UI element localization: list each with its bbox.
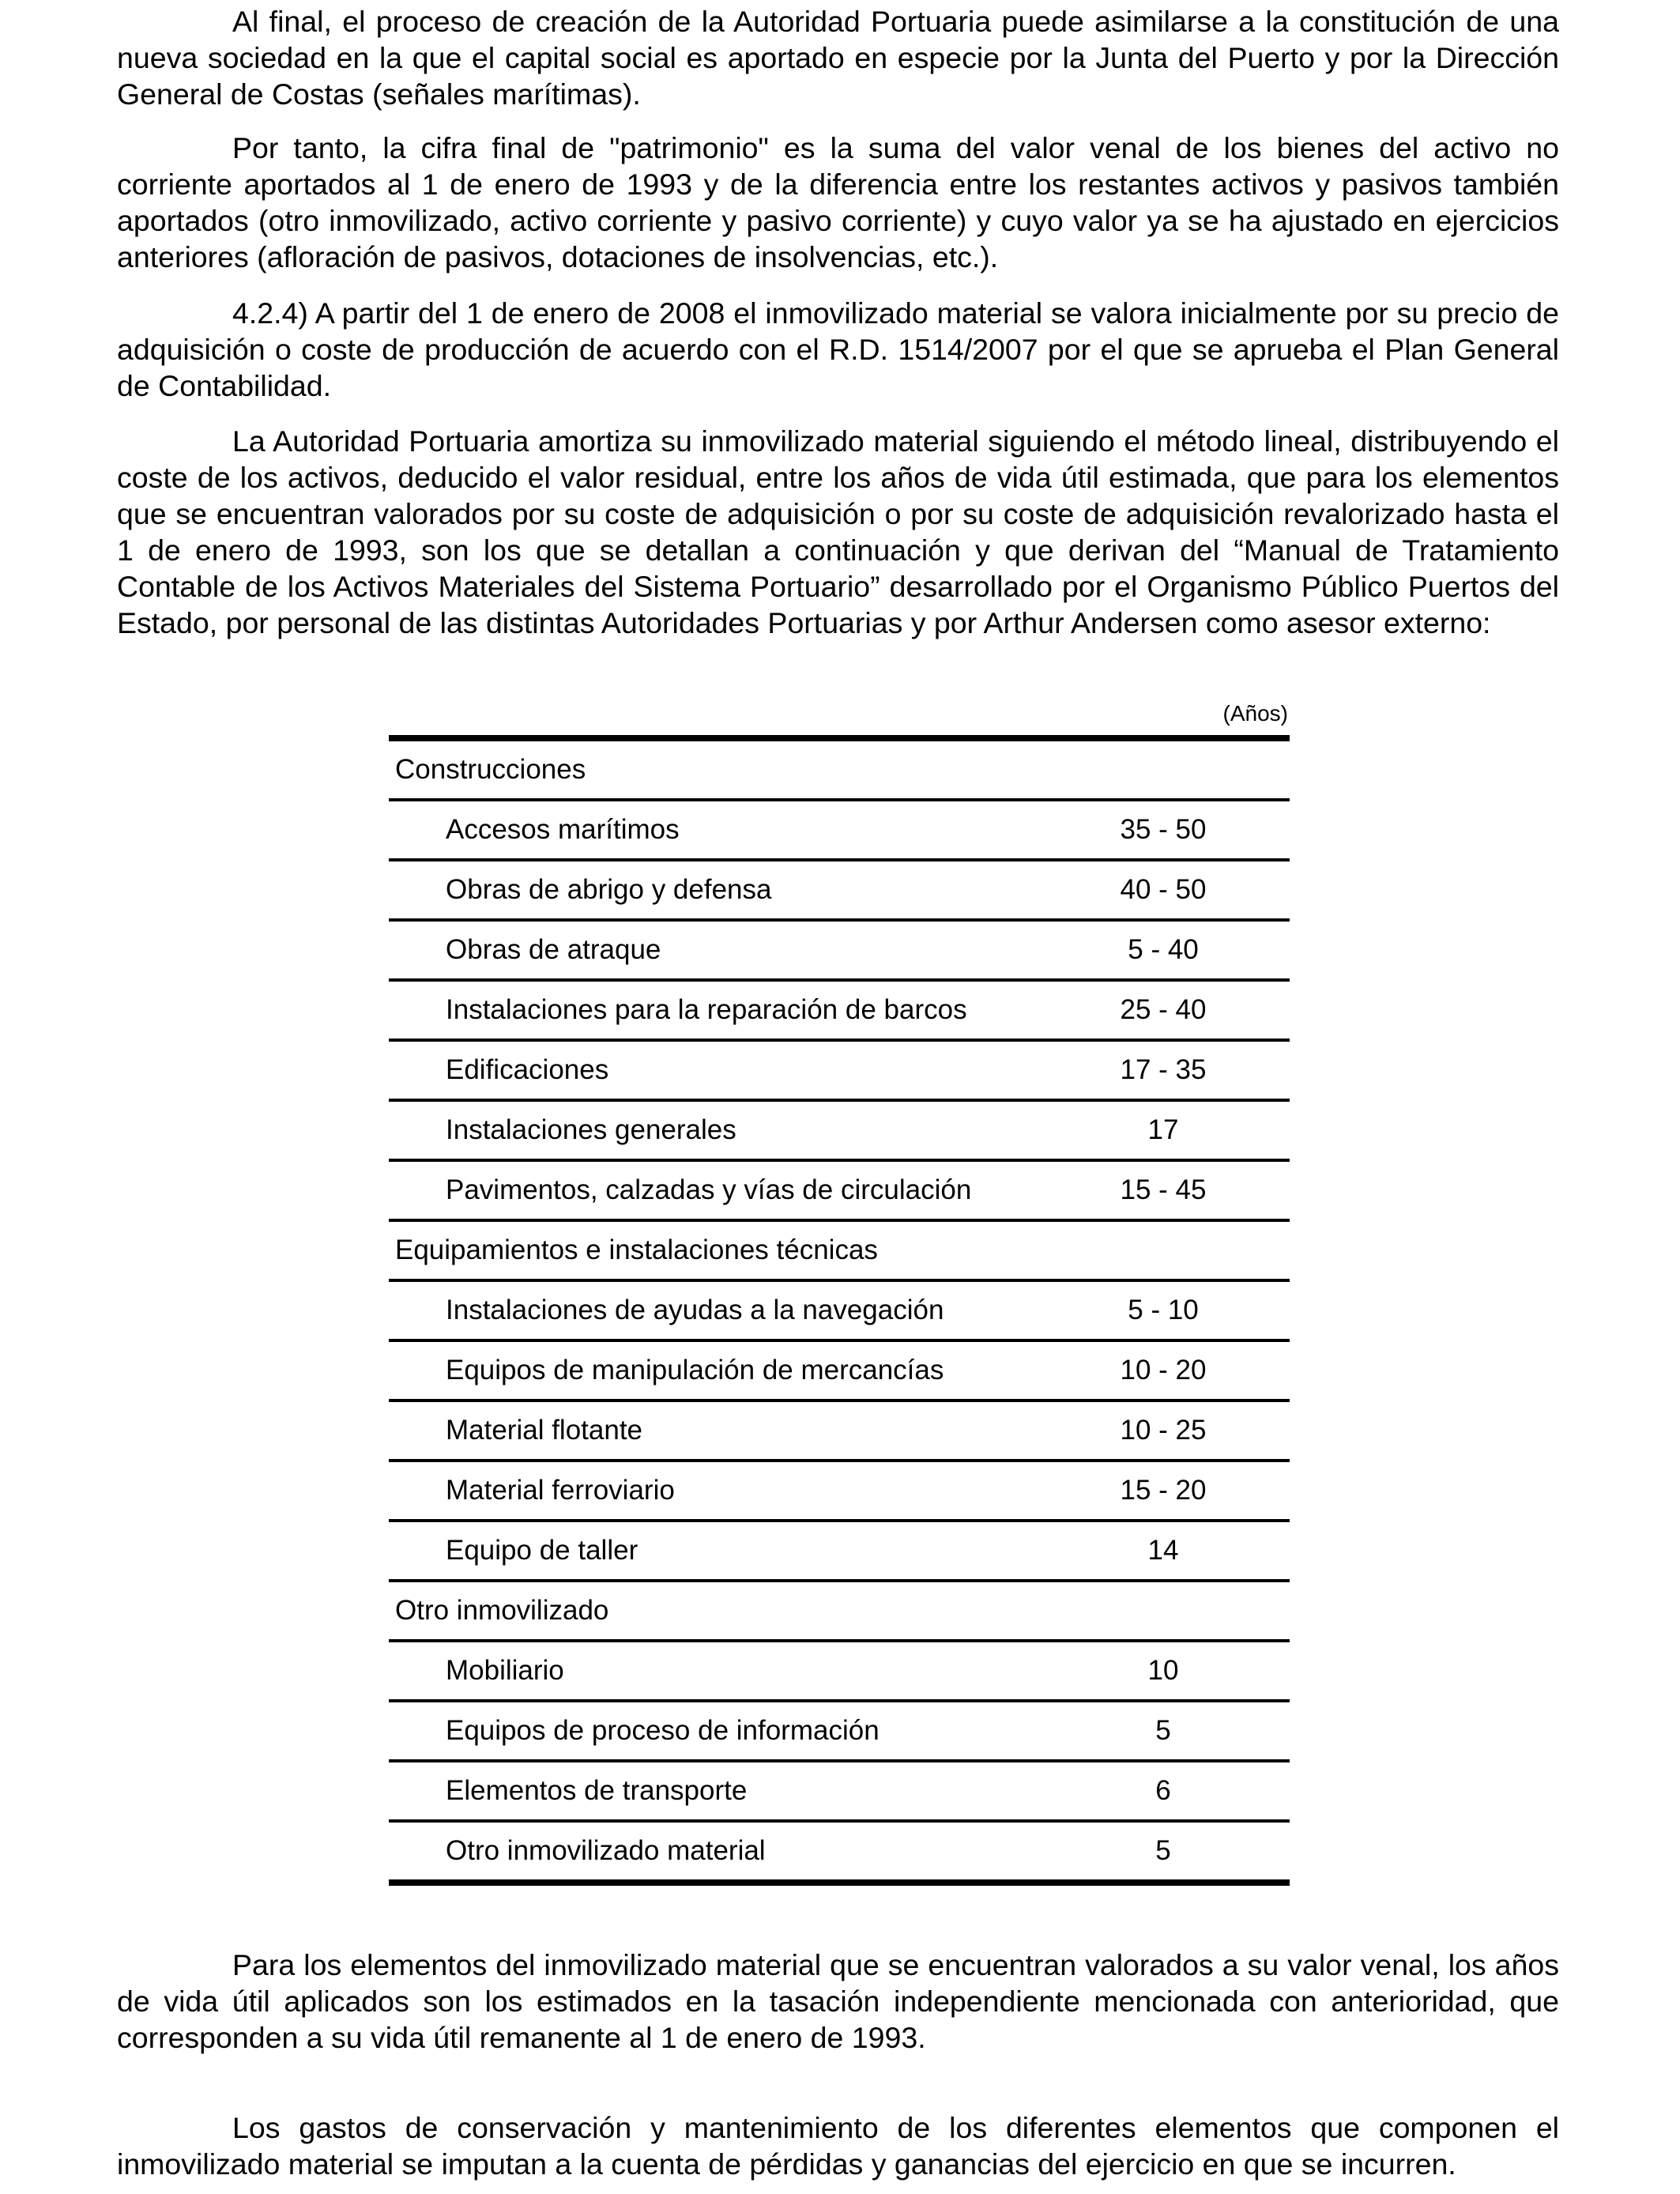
row-years: 14 xyxy=(1147,1535,1179,1566)
row-years: 6 xyxy=(1155,1775,1171,1806)
row-label: Equipamientos e instalaciones técnicas xyxy=(395,1235,878,1265)
table-category-row xyxy=(389,1582,1290,1642)
row-label: Equipos de manipulación de mercancías xyxy=(446,1355,944,1385)
table-row xyxy=(389,1282,1290,1342)
table-unit-label: (Años) xyxy=(1222,701,1288,726)
row-years: 10 - 20 xyxy=(1120,1355,1207,1385)
row-label: Material ferroviario xyxy=(446,1475,675,1506)
row-years: 5 - 10 xyxy=(1128,1295,1199,1325)
row-years: 35 - 50 xyxy=(1120,814,1207,845)
row-years: 10 - 25 xyxy=(1120,1415,1207,1446)
paragraph-1: Al final, el proceso de creación de la Autoridad Portuaria puede asimilarse a la constitución de una nueva sociedad en la que el capital social es aportado en especie por la Junta del Puerto y por la Dirección General de Costas (señales marítimas). xyxy=(117,5,1559,111)
table-category-row xyxy=(389,741,1290,801)
row-label: Pavimentos, calzadas y vías de circulación xyxy=(446,1174,972,1205)
table-row xyxy=(389,1342,1290,1402)
row-label: Mobiliario xyxy=(446,1655,564,1686)
paragraph-6: Los gastos de conservación y mantenimiento de los diferentes elementos que componen el inmovilizado material se imputan a la cuenta de pérdidas y ganancias del ejercicio en que se incurren. xyxy=(117,2111,1559,2181)
row-label: Obras de atraque xyxy=(446,934,661,965)
table-row xyxy=(389,1702,1290,1762)
row-label: Edificaciones xyxy=(446,1054,609,1085)
row-years: 15 - 20 xyxy=(1120,1475,1207,1506)
row-label: Construcciones xyxy=(395,754,586,785)
row-years: 5 - 40 xyxy=(1128,934,1199,965)
row-years: 5 xyxy=(1155,1835,1171,1866)
paragraph-5: Para los elementos del inmovilizado material que se encuentran valorados a su valor venal, los años de vida útil aplicados son los estimados en la tasación independiente mencionada con anterioridad, que corresponden a su vida útil remanente al 1 de enero de 1993. xyxy=(117,1948,1559,2054)
row-label: Obras de abrigo y defensa xyxy=(446,874,772,905)
row-years: 5 xyxy=(1155,1715,1171,1746)
row-years: 17 - 35 xyxy=(1120,1054,1207,1085)
row-years: 17 xyxy=(1147,1114,1179,1145)
table-row xyxy=(389,922,1290,982)
table-row xyxy=(389,1642,1290,1702)
row-label: Instalaciones de ayudas a la navegación xyxy=(446,1295,944,1325)
table-category-row xyxy=(389,1222,1290,1282)
table-row xyxy=(389,1462,1290,1522)
row-years: 15 - 45 xyxy=(1120,1174,1207,1205)
paragraph-4: La Autoridad Portuaria amortiza su inmovilizado material siguiendo el método lineal, distribuyendo el coste de los activos, deducido el valor residual, entre los años de vida útil estimada, que para los elementos que se encuentran valorados por su coste de adquisición o por su coste de adquisición revalorizado hasta el 1 de enero de 1993, son los que se detallan a continuación y que derivan del “Manual de Tratamiento Contable de los Activos Materiales del Sistema Portuario” desarrollado por el Organismo Público Puertos del Estado, por personal de las distintas Autoridades Portuarias y por Arthur Andersen como asesor externo: xyxy=(117,424,1559,639)
row-label: Equipos de proceso de información xyxy=(446,1715,880,1746)
row-label: Instalaciones para la reparación de barcos xyxy=(446,994,967,1025)
paragraph-3: 4.2.4) A partir del 1 de enero de 2008 el inmovilizado material se valora inicialmente por su precio de adquisición o coste de producción de acuerdo con el R.D. 1514/2007 por el que se aprueba el Plan General de Contabilidad. xyxy=(117,296,1559,402)
table-row xyxy=(389,1522,1290,1582)
table-row xyxy=(389,982,1290,1042)
table-row xyxy=(389,1162,1290,1222)
paragraph-2: Por tanto, la cifra final de "patrimonio" es la suma del valor venal de los bienes del activo no corriente aportados al 1 de enero de 1993 y de la diferencia entre los restantes activos y pasivos también aportados (otro inmovilizado, activo corriente y pasivo corriente) y cuyo valor ya se ha ajustado en ejercicios anteriores (afloración de pasivos, dotaciones de insolvencias, etc.). xyxy=(117,131,1559,273)
row-years: 10 xyxy=(1147,1655,1179,1686)
row-label: Material flotante xyxy=(446,1415,643,1446)
table-row xyxy=(389,861,1290,922)
row-label: Otro inmovilizado xyxy=(395,1595,609,1626)
table-row xyxy=(389,1042,1290,1102)
table-row xyxy=(389,1762,1290,1823)
row-years: 25 - 40 xyxy=(1120,994,1207,1025)
row-label: Equipo de taller xyxy=(446,1535,638,1566)
row-label: Accesos marítimos xyxy=(446,814,680,845)
table-body xyxy=(389,735,1290,1886)
table-row xyxy=(389,1823,1290,1886)
table-row xyxy=(389,801,1290,861)
row-label: Elementos de transporte xyxy=(446,1775,748,1806)
table-row xyxy=(389,1102,1290,1162)
row-years: 40 - 50 xyxy=(1120,874,1207,905)
table-row xyxy=(389,1402,1290,1462)
row-label: Instalaciones generales xyxy=(446,1114,736,1145)
row-label: Otro inmovilizado material xyxy=(446,1835,766,1866)
